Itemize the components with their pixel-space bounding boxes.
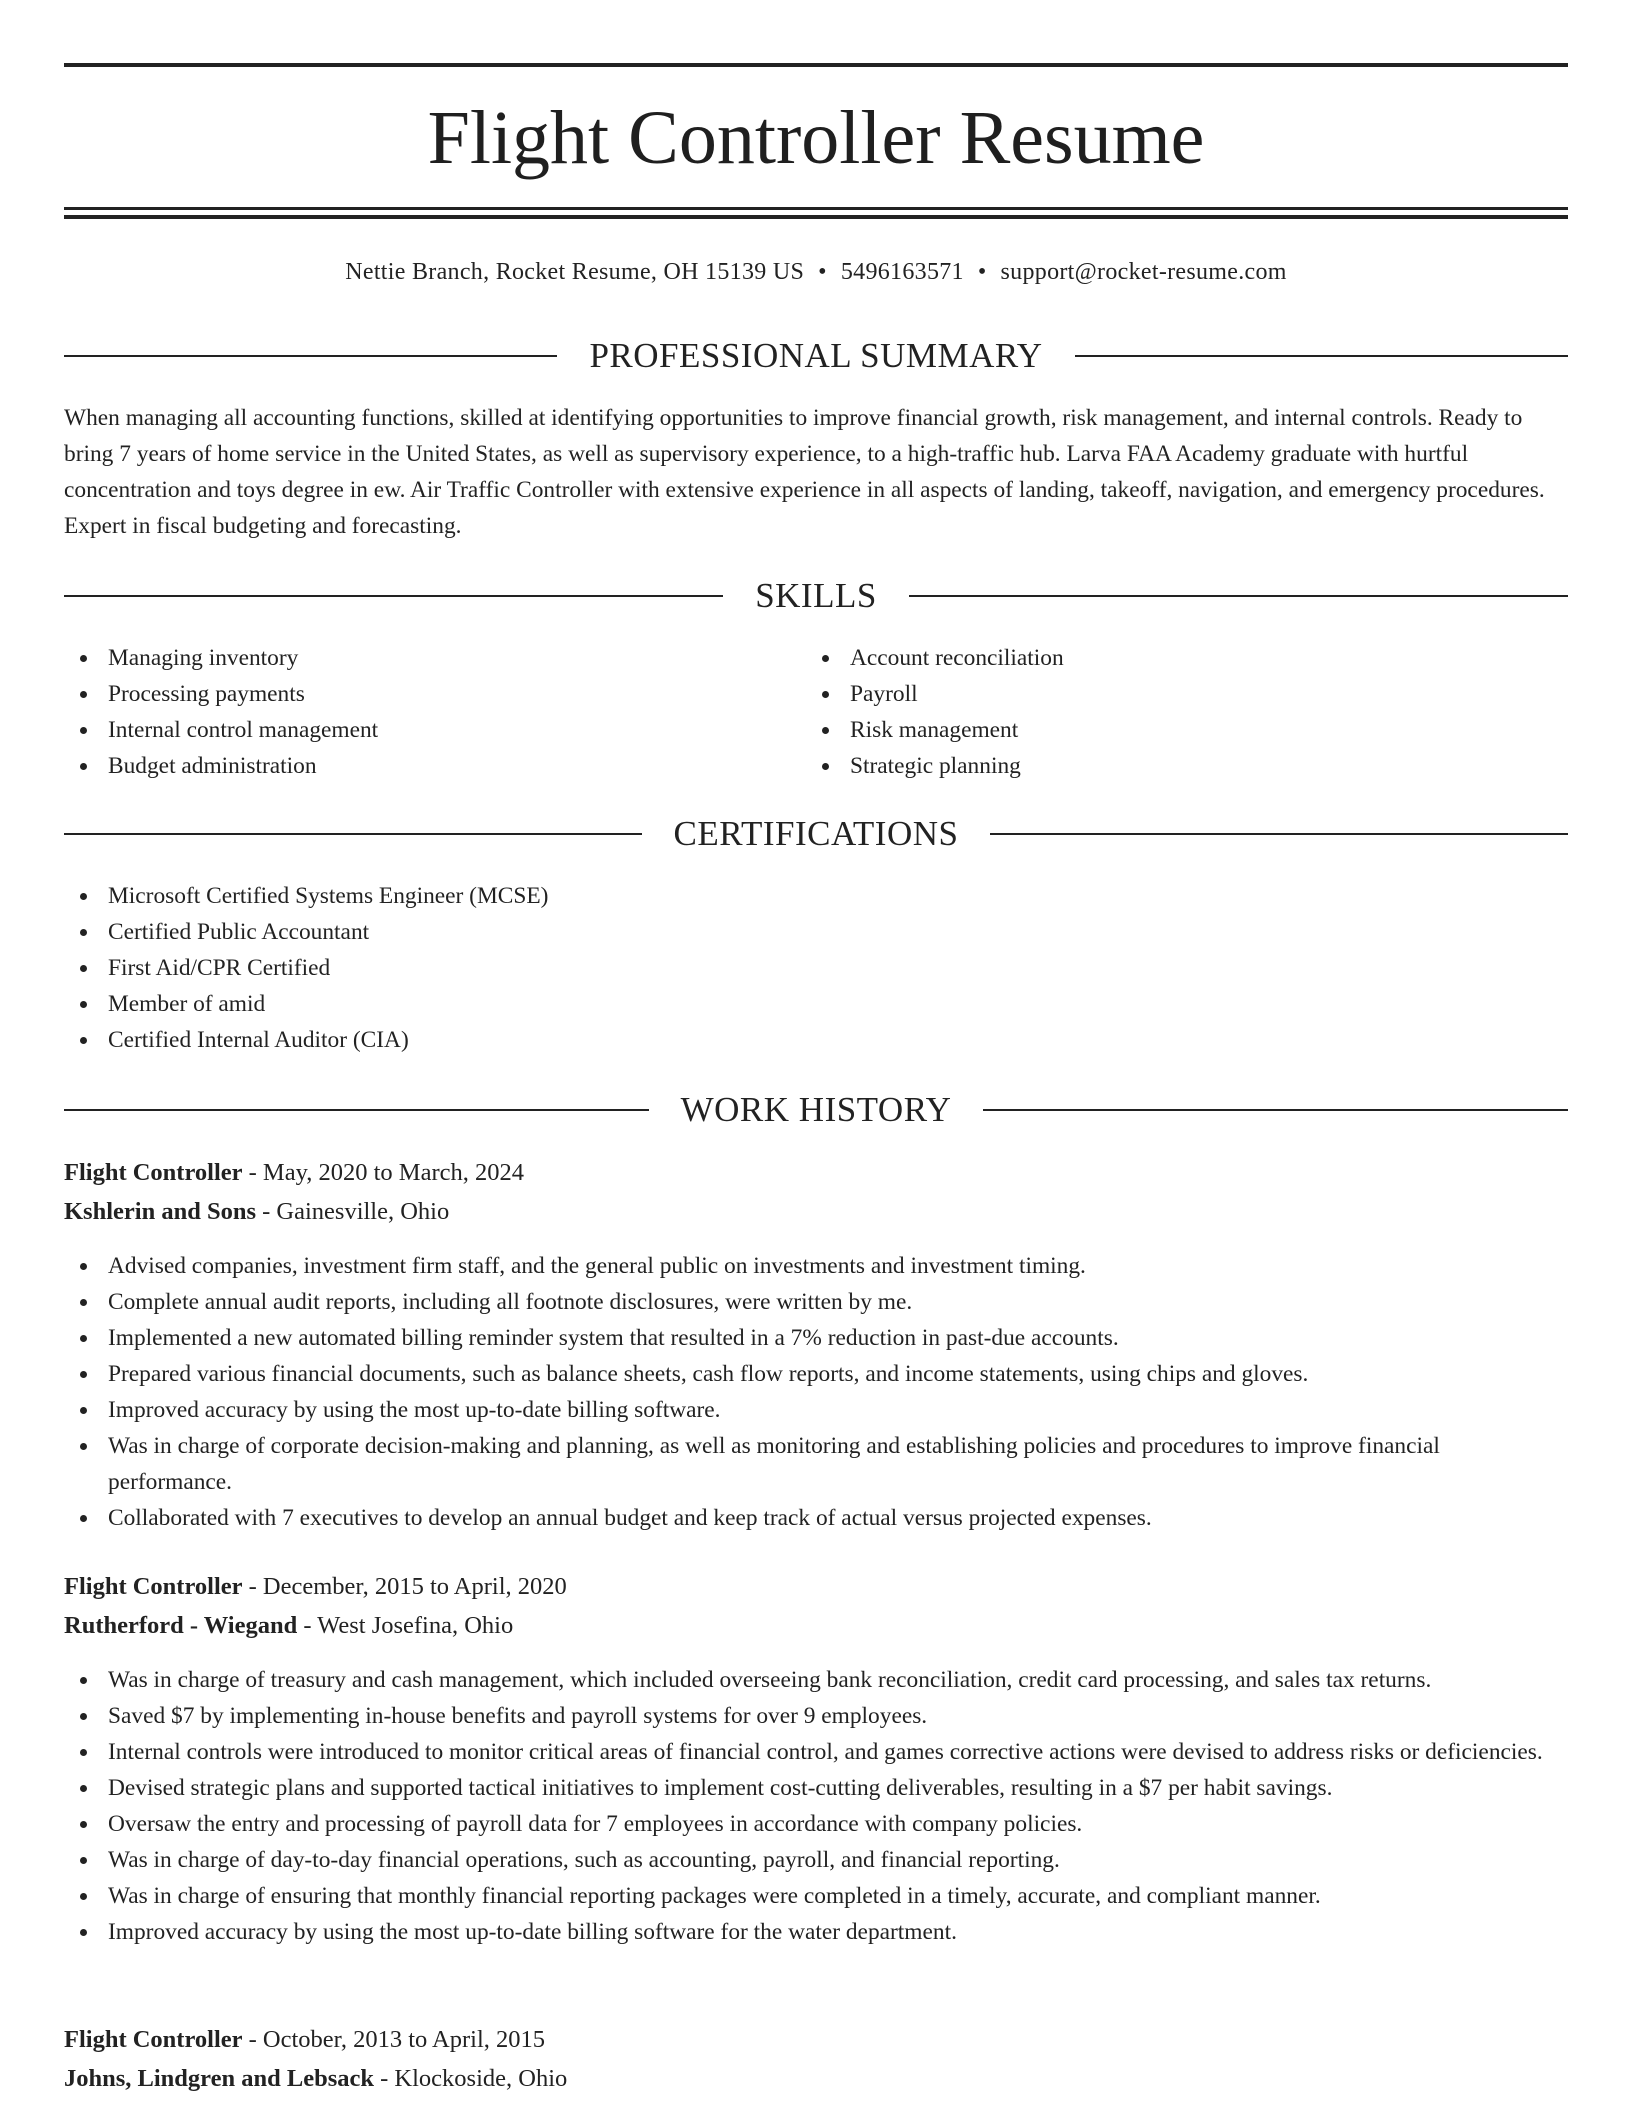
- job-company: Johns, Lindgren and Lebsack: [64, 2065, 374, 2092]
- job-duty-item: Improved accuracy by using the most up-to-date billing software.: [64, 1392, 1568, 1428]
- job-duty-item: Complete annual audit reports, including all footnote disclosures, were written by me.: [64, 1284, 1568, 1320]
- job-duty-item: Was in charge of ensuring that monthly financial reporting packages were completed in a timely, accurate, and compliant manner.: [64, 1878, 1568, 1914]
- job-location: - West Josefina, Ohio: [303, 1612, 514, 1639]
- job-duty-item: Collaborated with 7 executives to develop an annual budget and keep track of actual versus projected expenses.: [64, 1500, 1568, 1536]
- divider: [983, 1109, 1568, 1111]
- certification-item: Member of amid: [64, 986, 1568, 1022]
- section-heading-work-history: [64, 1088, 1568, 1132]
- certification-item: First Aid/CPR Certified: [64, 950, 1568, 986]
- section-heading-skills: [64, 574, 1568, 618]
- divider: [1075, 355, 1568, 357]
- divider: [990, 833, 1568, 835]
- skills-list-right: [806, 640, 1506, 784]
- contact-email: support@rocket-resume.com: [1000, 259, 1287, 285]
- job-duties-list: [64, 1662, 1568, 1950]
- job-title: Flight Controller: [64, 1159, 243, 1186]
- job-duty-item: Advised companies, investment firm staff, and the general public on investments and investment timing.: [64, 1248, 1568, 1284]
- skill-item: Managing inventory: [64, 640, 764, 676]
- job-company: Kshlerin and Sons: [64, 1198, 256, 1225]
- section-title: CERTIFICATIONS: [673, 814, 959, 853]
- job-dates: - December, 2015 to April, 2020: [248, 1573, 567, 1600]
- skill-item: Internal control management: [64, 712, 764, 748]
- summary-text: When managing all accounting functions, skilled at identifying opportunities to improve financial growth, risk management, and internal controls. Ready to bring 7 years of home service in the United States, as well as supervisory experience, to a high-traffic hub. Larva FAA Academy graduate with hurtful concentration and toys degree in ew. Air Traffic Controller with extensive experience in all aspects of landing, takeoff, navigation, and emergency procedures. Expert in fiscal budgeting and forecasting.: [64, 405, 1545, 539]
- title-rule-lower: [64, 215, 1568, 219]
- page-title: Flight Controller Resume: [427, 96, 1205, 180]
- job-location: - Gainesville, Ohio: [262, 1198, 450, 1225]
- skill-item: Risk management: [806, 712, 1506, 748]
- job-duty-item: Oversaw the entry and processing of payroll data for 7 employees in accordance with company policies.: [64, 1806, 1568, 1842]
- title-rule-upper: [64, 207, 1568, 210]
- job-duty-item: Was in charge of corporate decision-making and planning, as well as monitoring and establishing policies and procedures to improve financial performance.: [64, 1428, 1568, 1500]
- job-duties-list: [64, 1248, 1568, 1536]
- job-title: Flight Controller: [64, 1573, 243, 1600]
- job-duty-item: Was in charge of day-to-day financial operations, such as accounting, payroll, and financial reporting.: [64, 1842, 1568, 1878]
- skill-item: Budget administration: [64, 748, 764, 784]
- job-company-line: [64, 1193, 1568, 1231]
- divider: [64, 595, 723, 597]
- certification-item: Certified Internal Auditor (CIA): [64, 1022, 1568, 1058]
- contact-separator: •: [977, 259, 987, 285]
- job-duty-item: Implemented a new automated billing reminder system that resulted in a 7% reduction in past-due accounts.: [64, 1320, 1568, 1356]
- contact-line: [64, 254, 1568, 290]
- certification-item: Certified Public Accountant: [64, 914, 1568, 950]
- section-title: WORK HISTORY: [680, 1090, 952, 1129]
- top-rule: [64, 63, 1568, 67]
- skill-item: Payroll: [806, 676, 1506, 712]
- job-duty-item: Prepared various financial documents, such as balance sheets, cash flow reports, and income statements, using chips and gloves.: [64, 1356, 1568, 1392]
- job-company: Rutherford - Wiegand: [64, 1612, 298, 1639]
- section-title: SKILLS: [755, 576, 877, 615]
- section-heading-certifications: [64, 812, 1568, 856]
- divider: [64, 833, 642, 835]
- section-title: PROFESSIONAL SUMMARY: [589, 336, 1043, 375]
- contact-phone: 5496163571: [840, 259, 964, 285]
- job-duty-item: Saved $7 by implementing in-house benefits and payroll systems for over 9 employees.: [64, 1698, 1568, 1734]
- section-heading-summary: [64, 334, 1568, 378]
- contact-address: Nettie Branch, Rocket Resume, OH 15139 US: [345, 259, 805, 285]
- job-location: - Klockoside, Ohio: [380, 2065, 568, 2092]
- job-company-line: [64, 1607, 1568, 1645]
- certification-item: Microsoft Certified Systems Engineer (MCSE): [64, 878, 1568, 914]
- job-title-line: [64, 1154, 1568, 1192]
- certifications-list: [64, 878, 1568, 1058]
- job-duty-item: Improved accuracy by using the most up-to-date billing software for the water department.: [64, 1914, 1568, 1950]
- skill-item: Account reconciliation: [806, 640, 1506, 676]
- job-company-line: [64, 2060, 1568, 2098]
- job-duty-item: Was in charge of treasury and cash management, which included overseeing bank reconciliation, credit card processing, and sales tax returns.: [64, 1662, 1568, 1698]
- contact-separator: •: [818, 259, 827, 285]
- divider: [64, 1109, 649, 1111]
- divider: [64, 355, 557, 357]
- job-title: Flight Controller: [64, 2026, 243, 2053]
- job-title-line: [64, 2021, 1568, 2059]
- skills-list-left: [64, 640, 764, 784]
- job-title-line: [64, 1568, 1568, 1606]
- job-dates: - October, 2013 to April, 2015: [248, 2026, 546, 2053]
- job-dates: - May, 2020 to March, 2024: [248, 1159, 524, 1186]
- job-duty-item: Devised strategic plans and supported tactical initiatives to implement cost-cutting deliverables, resulting in a $7 per habit savings.: [64, 1770, 1568, 1806]
- divider: [909, 595, 1568, 597]
- job-duty-item: Internal controls were introduced to monitor critical areas of financial control, and games corrective actions were devised to address risks or deficiencies.: [64, 1734, 1568, 1770]
- skill-item: Processing payments: [64, 676, 764, 712]
- skill-item: Strategic planning: [806, 748, 1506, 784]
